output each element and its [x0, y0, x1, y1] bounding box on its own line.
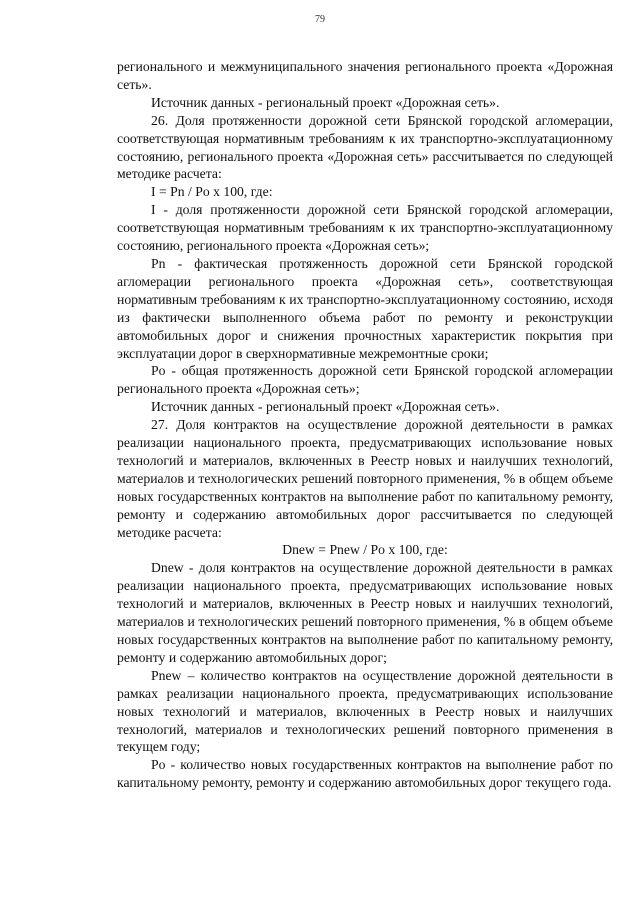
page-number: 79	[315, 14, 325, 25]
document-body	[117, 58, 613, 792]
definition-po: Po - общая протяженность дорожной сети Брянской городской агломерации регионального проекта «Дорожная сеть»;	[117, 363, 613, 397]
source-note: Источник данных - региональный проект «Дорожная сеть».	[151, 94, 500, 110]
definition-pnew: Pnew – количество контрактов на осуществление дорожной деятельности в рамках реализации национального проекта, предусматривающих использование новых технологий и материалов, включенных в Реестр новых и наилучших технологий, материалов и технологических решений повторного применения в текущем году;	[117, 667, 613, 755]
item-26-text: 26. Доля протяженности дорожной сети Брянской городской агломерации, соответствующая нормативным требованиям к их транспортно-эксплуатационному состоянию, регионального проекта «Дорожная сеть» рассчитывается по следующей методике расчета:	[117, 112, 613, 182]
formula-dnew: Dnew = Pnew / Po x 100, где:	[282, 542, 448, 558]
definition-po-contracts: Po - количество новых государственных контрактов на выполнение работ по капитальному ремонту, ремонту и содержанию автомобильных дорог текущего года.	[117, 757, 613, 791]
item-27-text: 27. Доля контрактов на осуществление дорожной деятельности в рамках реализации национального проекта, предусматривающих использование новых технологий и материалов, включенных в Реестр новых и наилучших технологий, материалов и технологических решений повторного применения, % в общем объеме новых государственных контрактов на выполнение работ по капитальному ремонту, ремонту и содержанию автомобильных дорог рассчитывается по следующей методике расчета:	[117, 417, 613, 540]
source-note: Источник данных - региональный проект «Дорожная сеть».	[151, 399, 500, 415]
definition-dnew: Dnew - доля контрактов на осуществление дорожной деятельности в рамках реализации национального проекта, предусматривающих использование новых технологий и материалов, включенных в Реестр новых и наилучших технологий, материалов и технологических решений повторного применения, % в общем объеме новых государственных контрактов на выполнение работ по капитальному ремонту, ремонту и содержанию автомобильных дорог;	[117, 560, 613, 665]
paragraph-continuation: регионального и межмуниципального значения регионального проекта «Дорожная сеть».	[117, 59, 613, 92]
definition-pn: Pn - фактическая протяженность дорожной сети Брянской городской агломерации регионального проекта «Дорожная сеть», соответствующая нормативным требованиям к их транспортно-эксплуатационному состоянию, исходя из фактически выполненного объема работ по ремонту и реконструкции автомобильных дорог и снижения прочностных характеристик покрытия при эксплуатации дорог в сверхнормативные межремонтные сроки;	[117, 255, 613, 361]
definition-i: I - доля протяженности дорожной сети Брянской городской агломерации, соответствующая нормативным требованиям к их транспортно-эксплуатационному состоянию, регионального проекта «Дорожная сеть»;	[117, 202, 613, 254]
formula-i: I = Pn / Po x 100, где:	[151, 184, 273, 200]
